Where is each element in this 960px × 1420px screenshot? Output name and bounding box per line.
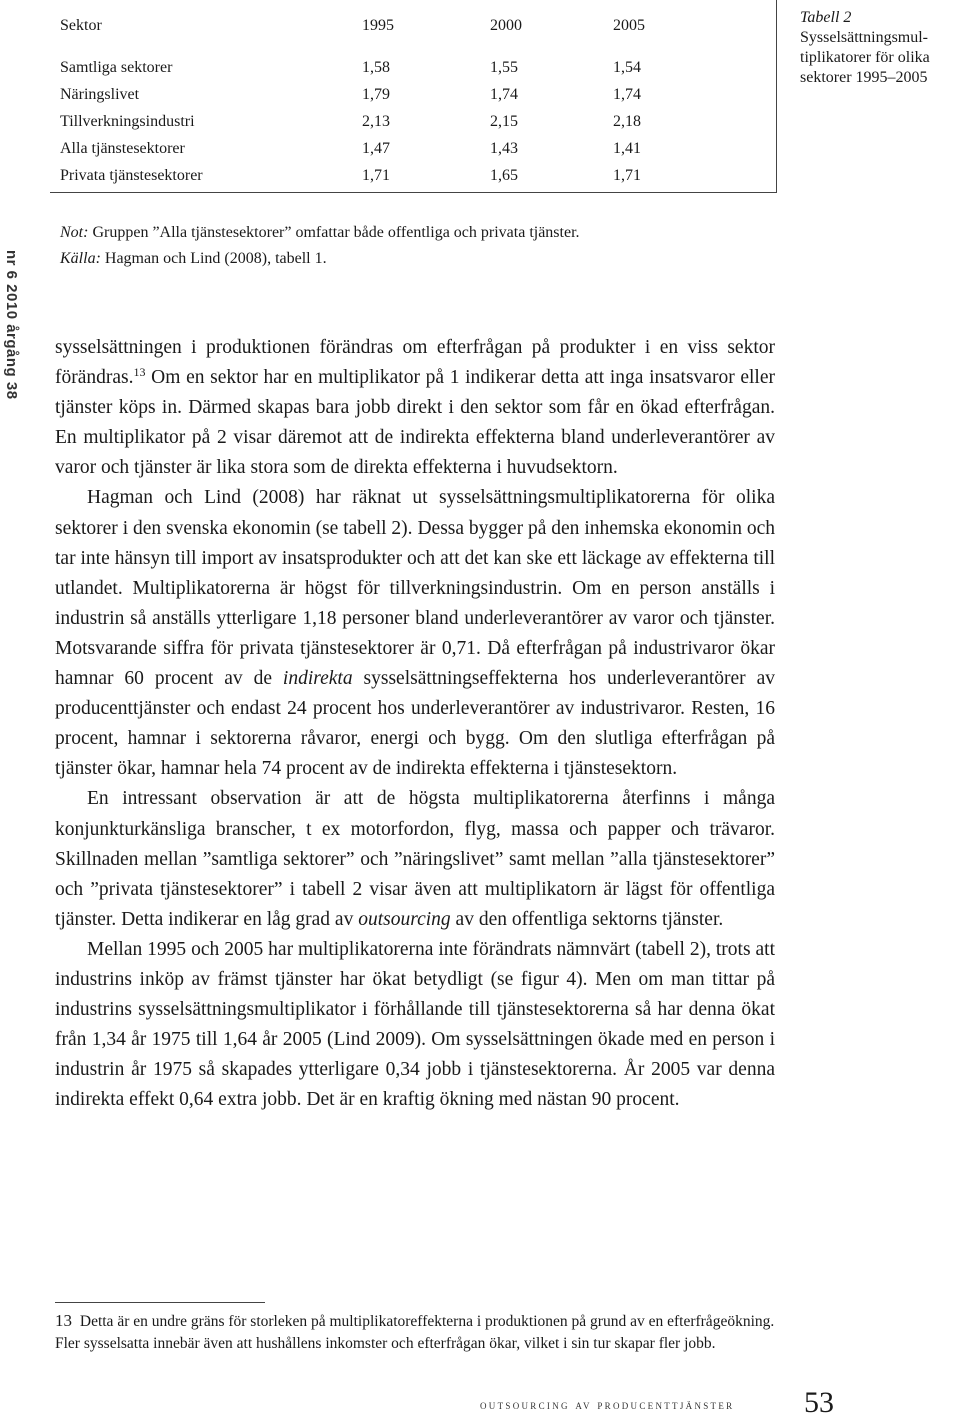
paragraph-text: av den offentliga sektorns tjänster.	[450, 908, 724, 930]
cell-value: 1,41	[613, 139, 641, 157]
cell-value: 1,58	[362, 58, 390, 76]
row-label: Näringslivet	[60, 85, 140, 103]
paragraph-text: sysselsättningen i produktionen förändras om efterfrågan på produkter i en viss sektor förändras.	[55, 337, 775, 389]
issue-sidebar-label: nr 6 2010 årgång 38	[3, 250, 20, 400]
paragraph	[55, 333, 775, 483]
paragraph-text: sysselsättningseffekterna hos underleverantörer av producenttjänster och endast 24 procent hos underleverantörer av industrivaror. Resten, 16 procent, hamnar i sektorerna råvaror, energi och bygg. Om den slutliga efterfrågan på tjänster ökar, hamnar hela 74 procent av de indirekta effekterna i tjänstesektorn.	[55, 668, 775, 780]
cell-value: 1,47	[362, 139, 390, 157]
table-row	[60, 54, 713, 81]
cell-value: 2,18	[613, 112, 641, 130]
table-row	[60, 135, 713, 162]
paragraph-text: Om en sektor har en multiplikator på 1 indikerar detta att inga insatsvaror eller tjänster köps in. Därmed skapas bara jobb direkt i den sektor som får en ökad efterfrågan. En multiplikator på 2 visar däremot att de indirekta effekterna bland underleverantörer av varor och tjänster är lika stora som de direkta effekterna i huvudsektorn.	[55, 367, 775, 479]
running-title: outsourcing av producenttjänster	[480, 1397, 735, 1412]
note-label: Not:	[60, 224, 89, 241]
row-label: Privata tjänstesektorer	[60, 166, 203, 184]
footnote-reference[interactable]: 13	[133, 365, 146, 380]
paragraph	[55, 483, 775, 784]
cell-value: 1,54	[613, 58, 641, 76]
multiplier-table	[60, 12, 713, 189]
emphasis-text: indirekta	[282, 668, 353, 690]
cell-value: 1,65	[490, 166, 518, 184]
paragraph	[55, 784, 775, 934]
cell-value: 1,71	[362, 166, 390, 184]
table-frame	[50, 0, 777, 193]
article-body	[55, 333, 775, 1115]
note-text: Gruppen ”Alla tjänstesektorer” omfattar både offentliga och privata tjänster.	[88, 224, 580, 241]
table-header-row	[60, 12, 713, 54]
emphasis-text: outsourcing	[358, 908, 451, 930]
table-caption-line: sektorer 1995–2005	[800, 69, 928, 86]
paragraph-text: Hagman och Lind (2008) har räknat ut sysselsättningsmultiplikatorerna för olika sektorer i den svenska ekonomin (se tabell 2). Dessa bygger på den inhemska ekonomin och tar inte hänsyn till import av insatsprodukter och att det kan ske ett läckage av effekterna till utlandet. Multiplikatorerna är högst för tillverkningsindustrin. Om en person anställs i industrin så anställs ytterligare 1,18 personer bland underleverantörer av varor och tjänster. Motsvarande siffra för privata tjänstesektorer är 0,71. Då efterfrågan på industrivaror ökar hamnar 60 procent av de	[55, 487, 775, 690]
cell-value: 1,71	[613, 166, 641, 184]
footnote-divider	[55, 1302, 265, 1303]
note-line	[60, 220, 580, 246]
table-row	[60, 162, 713, 189]
table-caption	[800, 8, 960, 88]
paragraph: Mellan 1995 och 2005 har multiplikatorerna inte förändrats nämnvärt (tabell 2), trots att industrins inköp av främst tjänster har ökat betydligt (se figur 4). Men om man tittar på industrins sysselsättningsmultiplikator i förhållande till tjänstesektorerna så har denna ökat från 1,34 år 1975 till 1,64 år 2005 (Lind 2009). Om sysselsättningen ökade med en person i industrin år 1975 så skapades ytterligare 0,34 jobb i tjänstesektorerna. År 2005 var denna indirekta effekt 0,64 extra jobb. Det är en kraftig ökning med nästan 90 procent.	[55, 938, 775, 1111]
source-text: Hagman och Lind (2008), tabell 1.	[100, 250, 327, 267]
table-caption-line: tiplikatorer för olika	[800, 49, 930, 66]
header-1995: 1995	[362, 17, 394, 34]
cell-value: 1,74	[490, 85, 518, 103]
footnote-number: 13	[55, 1311, 72, 1330]
header-2000: 2000	[490, 17, 522, 34]
row-label: Tillverkningsindustri	[60, 112, 195, 130]
row-label: Alla tjänstesektorer	[60, 139, 185, 157]
table-caption-line: Sysselsättningsmul-	[800, 29, 929, 46]
page-number: 53	[804, 1386, 834, 1419]
header-2005: 2005	[613, 17, 645, 34]
cell-value: 1,79	[362, 85, 390, 103]
table-note	[60, 220, 580, 272]
header-sector: Sektor	[60, 17, 102, 34]
table-row	[60, 108, 713, 135]
source-line	[60, 246, 580, 272]
footnote	[55, 1310, 775, 1355]
cell-value: 2,13	[362, 112, 390, 130]
table-row	[60, 81, 713, 108]
cell-value: 2,15	[490, 112, 518, 130]
footnote-text: Detta är en undre gräns för storleken på multiplikatoreffekterna i produktionen på grund av en efterfrågeökning. Fler sysselsatta innebär även att hushållens inkomster och efterfrågan ökar, vilket i sin tur skapar fler jobb.	[55, 1313, 775, 1352]
cell-value: 1,43	[490, 139, 518, 157]
row-label: Samtliga sektorer	[60, 58, 173, 76]
table-caption-label: Tabell 2	[800, 9, 852, 26]
cell-value: 1,74	[613, 85, 641, 103]
cell-value: 1,55	[490, 58, 518, 76]
source-label: Källa:	[60, 250, 101, 267]
paragraph-text: En intressant observation är att de högsta multiplikatorerna återfinns i många konjunkturkänsliga branscher, t ex motorfordon, flyg, massa och papper och trävaror. Skillnaden mellan ”samtliga sektorer” och ”näringslivet” samt mellan ”alla tjänstesektorer” och ”privata tjänstesektorer” i tabell 2 visar även att multiplikatorn är lägst för offentliga tjänster. Detta indikerar en låg grad av	[55, 788, 775, 930]
